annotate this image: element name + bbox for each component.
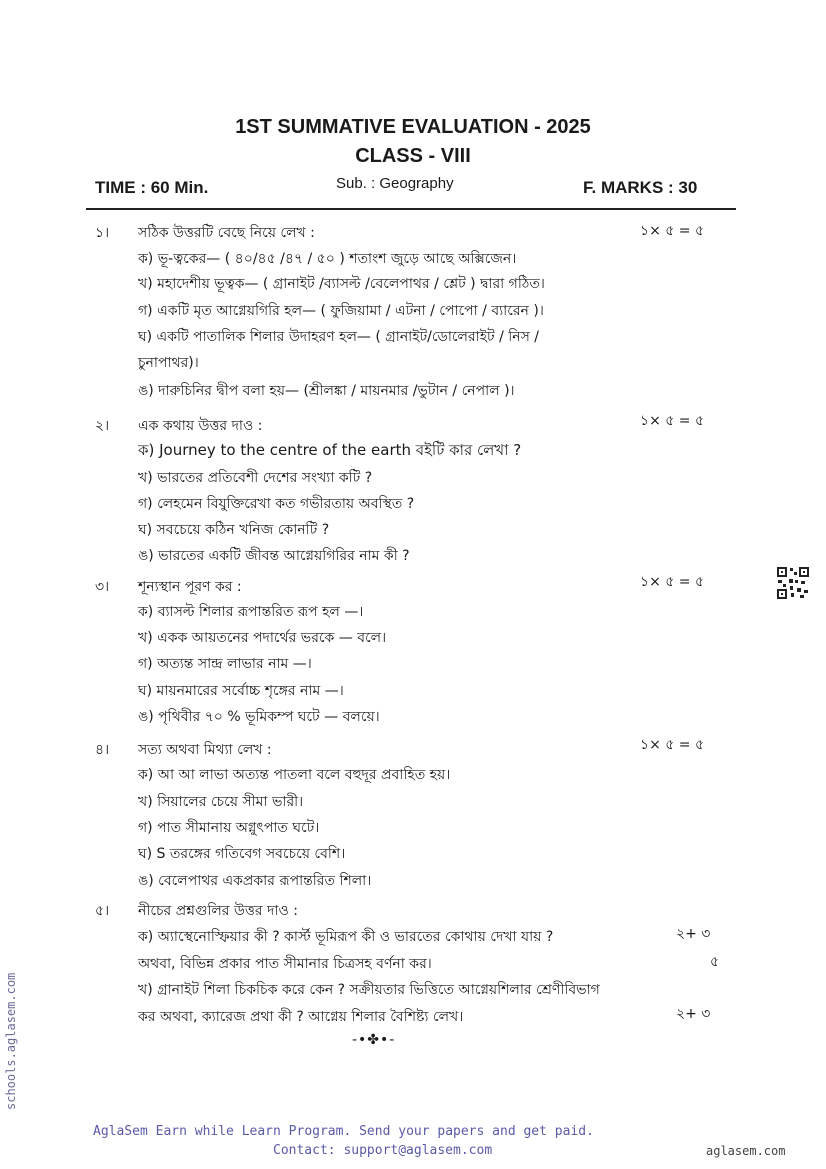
full-marks-label: F. MARKS : 30: [583, 178, 698, 197]
question-heading: নীচের প্রশ্নগুলির উত্তর দাও :: [138, 903, 298, 919]
question-line: কর অথবা, ক্যারেজ প্রথা কী ? আগ্নেয় শিলার বৈশিষ্ট্য লেখ।: [138, 1009, 464, 1025]
question-number: ১।: [95, 225, 110, 241]
sub-question-marks: ২+ ৩: [676, 1006, 711, 1022]
question-number: ৫।: [95, 903, 110, 919]
question-marks: ১× ৫ = ৫: [640, 574, 705, 590]
question-line: খ) ভারতের প্রতিবেশী দেশের সংখ্যা কটি ?: [138, 470, 373, 486]
sub-question-marks: ২+ ৩: [676, 926, 711, 942]
question-number: ২।: [95, 418, 110, 434]
footer-promo-text: AglaSem Earn while Learn Program. Send your papers and get paid.: [93, 1124, 594, 1139]
question-line: ক) ব্যাসল্ট শিলার রূপান্তরিত রূপ হল —।: [138, 604, 364, 620]
question-line: খ) মহাদেশীয় ভূত্বক— ( গ্রানাইট /ব্যাসল্ট /বেলেপাথর / শ্লেট ) দ্বারা গঠিত।: [138, 276, 545, 292]
header-divider: [86, 208, 736, 210]
question-line: খ) গ্রানাইট শিলা চিকচিক করে কেন ? সক্রীয়তার ভিত্তিতে আগ্নেয়শিলার শ্রেণীবিভাগ: [138, 982, 600, 998]
question-line: ক) ভূ-ত্বকের— ( ৪০/৪৫ /৪৭ / ৫০ ) শতাংশ জুড়ে আছে অক্সিজেন।: [138, 251, 517, 267]
site-label: aglasem.com: [706, 1144, 786, 1158]
class-label: CLASS - VIII: [355, 145, 471, 167]
question-line: ঙ) ভারতের একটি জীবন্ত আগ্নেয়গিরির নাম কী ?: [138, 548, 410, 564]
exam-title: 1ST SUMMATIVE EVALUATION - 2025: [235, 116, 591, 138]
question-line: ক) Journey to the centre of the earth বইটি কার লেখা ?: [138, 441, 522, 459]
question-line: চুনাপাথর)।: [138, 355, 199, 371]
question-line: গ) লেহমেন বিযুক্তিরেখা কত গভীরতায় অবস্থিত ?: [138, 496, 415, 512]
question-line: ঘ) S তরঙ্গের গতিবেগ সবচেয়ে বেশি।: [138, 846, 346, 862]
question-line: গ) পাত সীমানায় অগ্নুৎপাত ঘটে।: [138, 820, 320, 836]
question-marks: ১× ৫ = ৫: [640, 223, 705, 239]
question-heading: এক কথায় উত্তর দাও :: [138, 418, 263, 434]
question-heading: শূন্যস্থান পূরণ কর :: [138, 579, 242, 595]
question-line: খ) একক আয়তনের পদার্থের ভরকে — বলে।: [138, 630, 387, 646]
subject-label: Sub. : Geography: [336, 175, 454, 192]
question-line: ঘ) একটি পাতালিক শিলার উদাহরণ হল— ( গ্রানাইট/ডোলেরাইট / নিস /: [138, 329, 540, 345]
question-line: অথবা, বিভিন্ন প্রকার পাত সীমানার চিত্রসহ বর্ণনা কর।: [138, 956, 432, 972]
question-line: খ) সিয়ালের চেয়ে সীমা ভারী।: [138, 794, 304, 810]
question-line: ঘ) মায়নমারের সর্বোচ্চ শৃঙ্গের নাম —।: [138, 683, 344, 699]
question-line: গ) একটি মৃত আগ্নেয়গিরি হল— ( ফুজিয়ামা / এটনা / পোপো / ব্যারেন )।: [138, 303, 544, 319]
question-number: ৩।: [95, 579, 110, 595]
end-ornament: -•✤•-: [352, 1032, 396, 1048]
question-line: গ) অত্যন্ত সান্দ্র লাভার নাম —।: [138, 656, 312, 672]
watermark-text: schools.aglasem.com: [4, 972, 18, 1110]
question-line: ক) আ আ লাভা অত্যন্ত পাতলা বলে বহুদূর প্রবাহিত হয়।: [138, 767, 451, 783]
time-label: TIME : 60 Min.: [95, 178, 209, 197]
question-line: ক) অ্যাস্থেনোস্ফিয়ার কী ? কার্স্ট ভূমিরূপ কী ও ভারতের কোথায় দেখা যায় ?: [138, 929, 554, 945]
question-line: ঘ) সবচেয়ে কঠিন খনিজ কোনটি ?: [138, 522, 330, 538]
question-heading: সঠিক উত্তরটি বেছে নিয়ে লেখ :: [138, 225, 315, 241]
question-line: ঙ) দারুচিনির দ্বীপ বলা হয়— (শ্রীলঙ্কা / মায়নমার /ভুটান / নেপাল )।: [138, 383, 515, 399]
sub-question-marks: ৫: [710, 954, 720, 970]
question-heading: সত্য অথবা মিথ্যা লেখ :: [138, 742, 272, 758]
question-line: ঙ) পৃথিবীর ৭০ % ভূমিকম্প ঘটে — বলয়ে।: [138, 709, 380, 725]
question-marks: ১× ৫ = ৫: [640, 737, 705, 753]
question-marks: ১× ৫ = ৫: [640, 413, 705, 429]
question-number: ৪।: [95, 742, 110, 758]
question-line: ঙ) বেলেপাথর একপ্রকার রূপান্তরিত শিলা।: [138, 873, 372, 889]
footer-contact-text: Contact: support@aglasem.com: [273, 1143, 493, 1158]
qr-code-icon: [776, 566, 810, 600]
